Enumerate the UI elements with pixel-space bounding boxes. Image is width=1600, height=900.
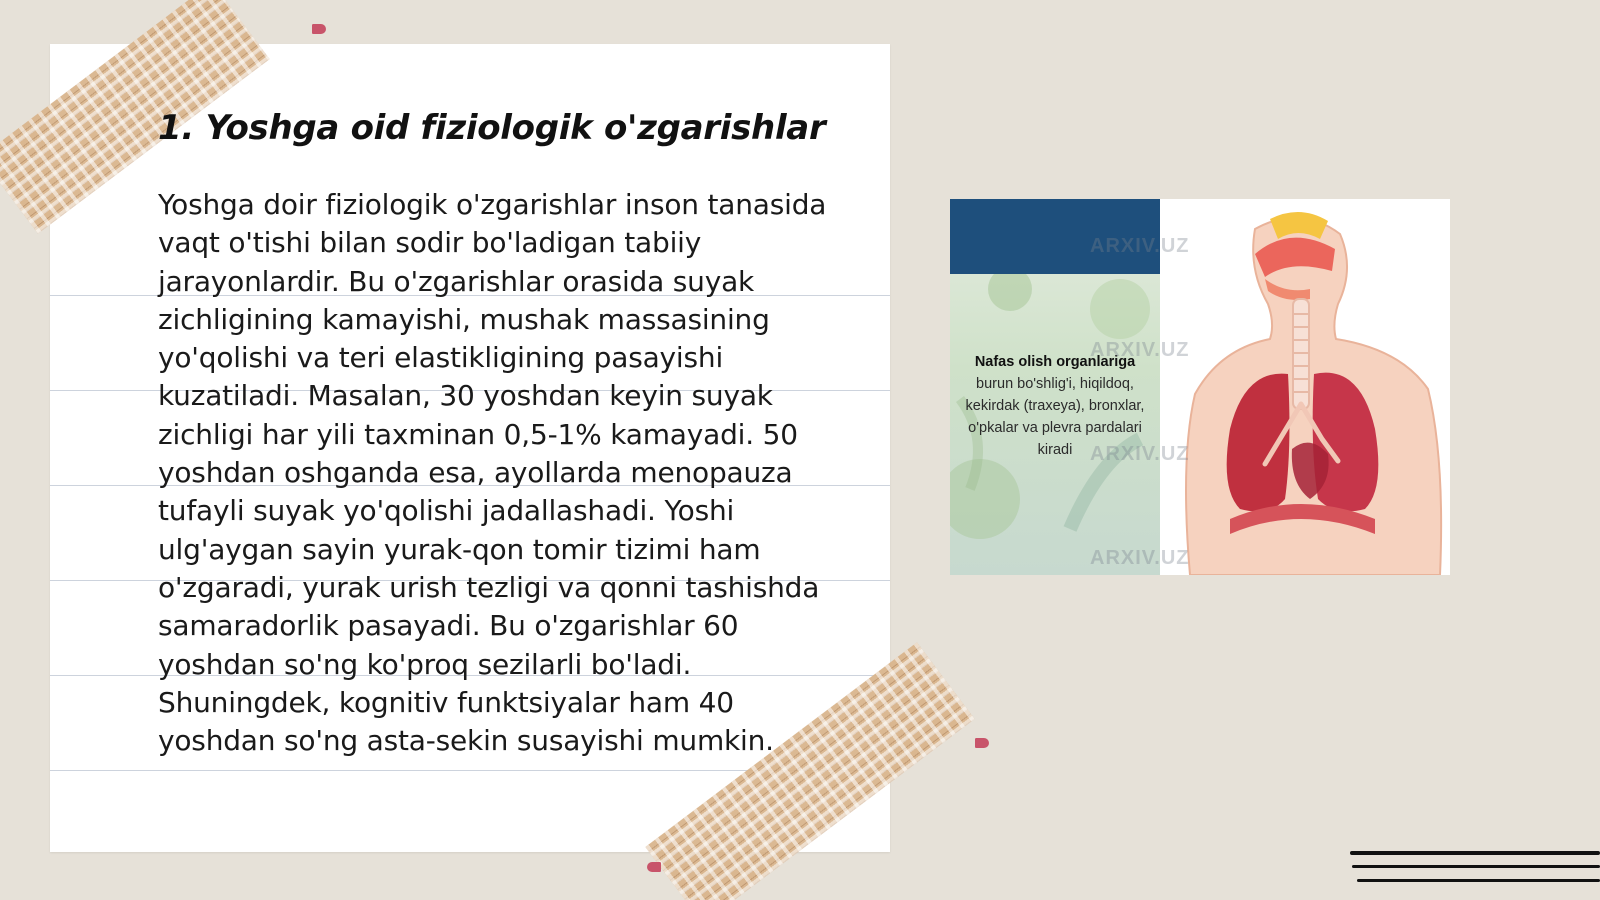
tape-pin [312,24,326,34]
decorative-line [1350,851,1600,855]
decorative-line [1352,865,1600,868]
respiratory-system-image [950,199,1450,575]
tape-pin [647,862,661,872]
decorative-line [1357,879,1600,882]
anatomy-illustration [1160,199,1450,575]
watermark: ARXIV.UZ [1090,443,1190,465]
slide-title: 1. Yoshga oid fiziologik o'zgarishlar [158,108,826,148]
watermark: ARXIV.UZ [1090,339,1190,361]
caption-text: burun bo'shlig'i, hiqildoq, kekirdak (traxeya), bronxlar, o'pkalar va plevra pardalari kiradi [965,376,1145,458]
tape-pin [975,738,989,748]
watermark: ARXIV.UZ [1090,547,1190,569]
caption-bold: Nafas olish organlariga [974,354,1136,370]
watermark: ARXIV.UZ [1090,235,1190,257]
slide-body-text: Yoshga doir fiziologik o'zgarishlar inson tanasida vaqt o'tishi bilan sodir bo'ladigan tabiiy jarayonlardir. Bu o'zgarishlar orasida suyak zichligining kamayishi, mushak massasining yo'qolishi va teri elastikligining pasayishi kuzatiladi. Masalan, 30 yoshdan keyin suyak zichligi har yili taxminan 0,5-1% kamayadi. 50 yoshdan oshganda esa, ayollarda menopauza tufayli suyak yo'qolishi jadallashadi. Yoshi ulg'aygan sayin yurak-qon tomir tizimi ham o'zgaradi, yurak urish tezligi va qonni tashishda samaradorlik pasayadi. Bu o'zgarishlar 60 yoshdan so'ng ko'proq sezilarli bo'ladi. Shuningdek, kognitiv funktsiyalar ham 40 yoshdan so'ng asta-sekin susayishi mumkin. [158,188,827,758]
